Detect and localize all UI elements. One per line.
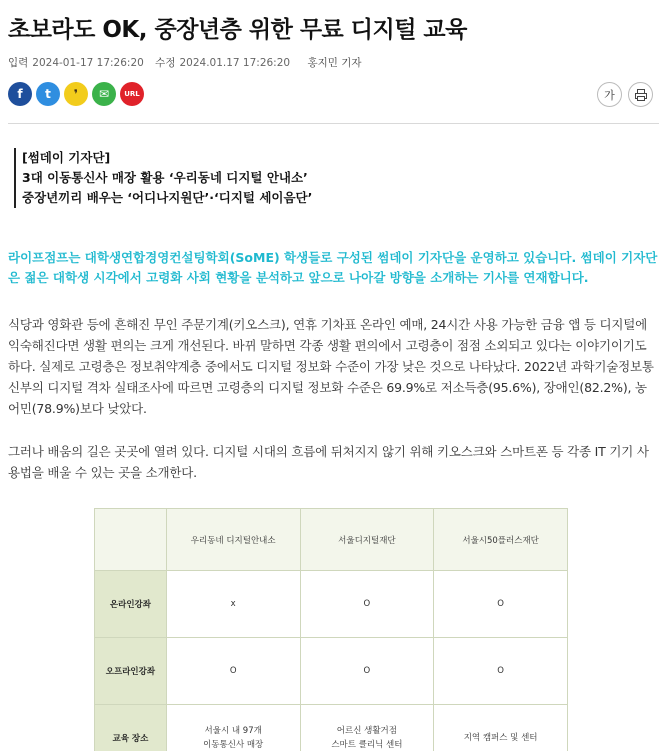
cell-line: 서울시 내 97개 bbox=[204, 726, 262, 736]
article-lead: 라이프점프는 대학생연합경영컨설팅학회(SoME) 학생들로 구성된 썸데이 기자단을 운영하고 있습니다. 썸데이 기자단은 젊은 대학생 시각에서 고령화 사회 현황을 분석하고 앞으로 나아갈 방향을 소개하는 기사를 연재합니다. bbox=[8, 250, 658, 285]
table-row bbox=[95, 705, 568, 751]
url-icon: URL bbox=[124, 90, 140, 98]
subhead-line: 중장년끼리 배우는 ‘어디나지원단’·‘디지털 세이음단’ bbox=[22, 190, 313, 205]
share-buttons bbox=[8, 82, 144, 106]
font-size-icon: 가 bbox=[604, 88, 615, 102]
table-cell: x bbox=[166, 571, 300, 638]
table-cell: O bbox=[434, 571, 568, 638]
header-divider bbox=[8, 123, 659, 124]
table-header-row bbox=[95, 509, 568, 571]
comparison-table-image bbox=[94, 508, 568, 751]
kakaostory-icon: ❜ bbox=[73, 87, 79, 101]
article-subhead bbox=[14, 148, 312, 208]
print-button[interactable] bbox=[628, 82, 653, 107]
column-header: 서울디지털재단 bbox=[300, 509, 434, 571]
subhead-line: 3대 이동통신사 매장 활용 ‘우리동네 디지털 안내소’ bbox=[22, 170, 308, 185]
input-label: 입력 bbox=[8, 57, 29, 69]
row-header: 오프라인강좌 bbox=[95, 638, 167, 705]
twitter-icon: t bbox=[45, 87, 51, 101]
cell-line: 이동통신사 매장 bbox=[203, 740, 264, 750]
font-size-button[interactable] bbox=[597, 82, 622, 107]
article-title: 초보라도 OK, 중장년층 위한 무료 디지털 교육 bbox=[8, 17, 467, 43]
print-icon bbox=[634, 88, 648, 102]
kakaostory-share-button[interactable] bbox=[64, 82, 88, 106]
email-share-button[interactable] bbox=[92, 82, 116, 106]
row-header: 교육 장소 bbox=[95, 705, 167, 751]
table-cell bbox=[166, 705, 300, 751]
facebook-icon: f bbox=[17, 87, 23, 101]
cell-line: 지역 캠퍼스 및 센터 bbox=[463, 733, 538, 743]
input-time: 2024-01-17 17:26:20 bbox=[32, 57, 144, 69]
email-icon: ✉ bbox=[98, 87, 110, 101]
row-header: 온라인강좌 bbox=[95, 571, 167, 638]
facebook-share-button[interactable] bbox=[8, 82, 32, 106]
table-cell: O bbox=[300, 571, 434, 638]
body-paragraph: 그러나 배움의 길은 곳곳에 열려 있다. 디지털 시대의 흐름에 뒤처지지 않기 위해 키오스크와 스마트폰 등 각종 IT 기기 사용법을 배울 수 있는 곳을 소개한다. bbox=[8, 444, 649, 480]
author-name: 홍지민 기자 bbox=[307, 57, 362, 69]
edit-time: 2024.01.17 17:26:20 bbox=[179, 57, 291, 69]
comparison-table bbox=[94, 508, 568, 751]
table-cell bbox=[434, 705, 568, 751]
twitter-share-button[interactable] bbox=[36, 82, 60, 106]
article-tools bbox=[597, 82, 653, 107]
column-header: 우리동네 디지털안내소 bbox=[166, 509, 300, 571]
table-corner-cell bbox=[95, 509, 167, 571]
column-header: 서울시50플러스재단 bbox=[434, 509, 568, 571]
table-row bbox=[95, 638, 568, 705]
url-copy-button[interactable] bbox=[120, 82, 144, 106]
subhead-line: [썸데이 기자단] bbox=[22, 150, 111, 165]
body-paragraph: 식당과 영화관 등에 흔해진 무인 주문기계(키오스크), 연휴 기차표 온라인 예매, 24시간 사용 가능한 금융 앱 등 디지털에 익숙해진다면 생활 편의는 크게 개선된다. 바뀌 말하면 각종 생활 편의에서 고령층이 점점 소외되고 있다는 이야기이기도 하다. 실제로 고령층은 정보취약계층 중에서도 디지털 정보화 수준이 가장 낮은 것으로 나타났다. 2022년 과학기술정보통신부의 디지털 격차 실태조사에 따르면 고령층의 디지털 정보화 수준은 69.9%로 저소득층(95.6%), 장애인(82.2%), 농어민(78.9%)보다 낮았다. bbox=[8, 317, 654, 416]
table-cell: O bbox=[300, 638, 434, 705]
table-cell bbox=[300, 705, 434, 751]
table-row bbox=[95, 571, 568, 638]
edit-label: 수정 bbox=[155, 57, 176, 69]
cell-line: 스마트 클리닉 센터 bbox=[331, 740, 403, 750]
table-cell: O bbox=[166, 638, 300, 705]
article-meta bbox=[8, 55, 370, 70]
cell-line: 어르신 생활거점 bbox=[336, 726, 397, 736]
table-cell: O bbox=[434, 638, 568, 705]
